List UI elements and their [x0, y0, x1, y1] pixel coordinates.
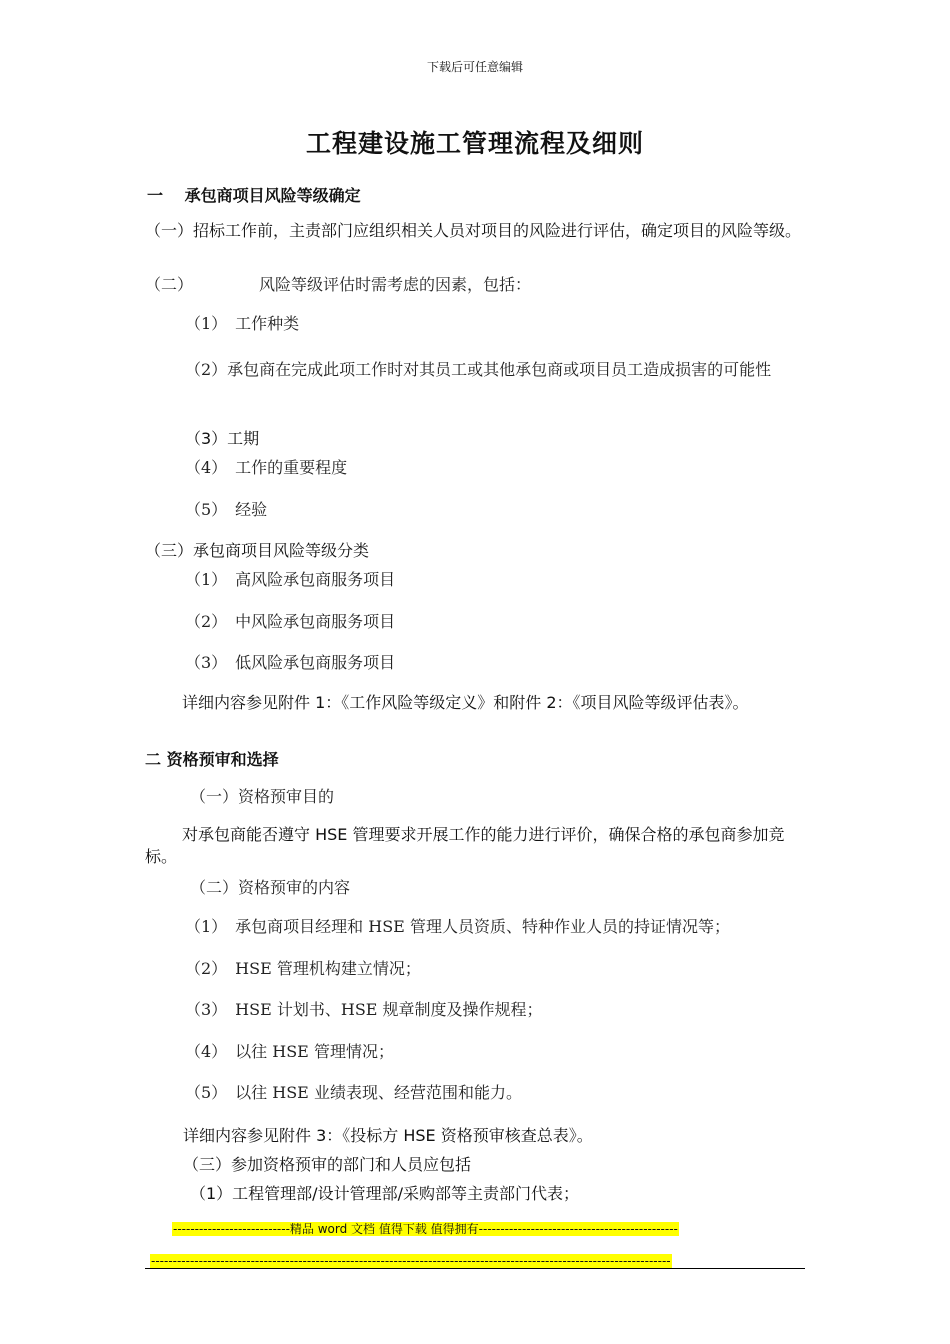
factor-3: （3）工期	[185, 429, 260, 448]
section-2-para-1: （一）资格预审目的	[190, 787, 335, 806]
header-note: 下载后可任意编辑	[426, 60, 523, 74]
factor-5: （5） 经验	[185, 500, 268, 519]
section-2-para-1-text: 对承包商能否遵守 HSE 管理要求开展工作的能力进行评价，确保合格的承包商参加竞标。	[145, 825, 785, 866]
section-1-heading: 一 承包商项目风险等级确定	[147, 186, 361, 205]
factor-1: （1） 工作种类	[185, 314, 300, 333]
section-2-para-2: （二）资格预审的内容	[190, 878, 351, 897]
category-1: （1） 高风险承包商服务项目	[185, 570, 396, 589]
document-title: 工程建设施工管理流程及细则	[305, 129, 644, 158]
factor-4: （4） 工作的重要程度	[185, 458, 348, 477]
section-2-para-3-item-1: （1）工程管理部/设计管理部/采购部等主责部门代表；	[190, 1184, 579, 1203]
footer-banner-1-text: ---------------------------精品 word 文档 值得下载 值得拥有----------------------------------------------	[173, 1222, 678, 1236]
section-1-para-1: （一）招标工作前，主责部门应组织相关人员对项目的风险进行评估，确定项目的风险等级。	[145, 221, 802, 240]
footer-banner-2-text: ------------------------------------------------------------------------------------------------------------------------	[151, 1254, 671, 1268]
footer-banner-2	[150, 1250, 802, 1269]
factor-2: （2）承包商在完成此项工作时对其员工或其他承包商或项目员工造成损害的可能性	[185, 360, 772, 379]
section-2-para-3: （三）参加资格预审的部门和人员应包括	[183, 1155, 472, 1174]
content-item-5: （5） 以往 HSE 业绩表现、经营范围和能力。	[185, 1083, 522, 1102]
section-1-para-2-number: （二）	[145, 275, 194, 294]
section-1-reference: 详细内容参见附件 1：《工作风险等级定义》和附件 2：《项目风险等级评估表》。	[182, 693, 749, 712]
section-1-para-3: （三）承包商项目风险等级分类	[145, 541, 370, 560]
content-item-3: （3） HSE 计划书、HSE 规章制度及操作规程；	[185, 1000, 543, 1019]
footer-banner-1	[172, 1218, 679, 1237]
category-2: （2） 中风险承包商服务项目	[185, 612, 396, 631]
content-item-2: （2） HSE 管理机构建立情况；	[185, 959, 421, 978]
section-1-para-2-text: 风险等级评估时需考虑的因素，包括：	[259, 275, 532, 294]
footer-rule	[145, 1268, 805, 1269]
category-3: （3） 低风险承包商服务项目	[185, 653, 396, 672]
content-item-1: （1） 承包商项目经理和 HSE 管理人员资质、特种作业人员的持证情况等；	[185, 917, 730, 936]
section-2-heading: 二 资格预审和选择	[145, 750, 279, 769]
content-item-4: （4） 以往 HSE 管理情况；	[185, 1042, 394, 1061]
section-2-reference: 详细内容参见附件 3：《投标方 HSE 资格预审核查总表》。	[183, 1126, 593, 1145]
